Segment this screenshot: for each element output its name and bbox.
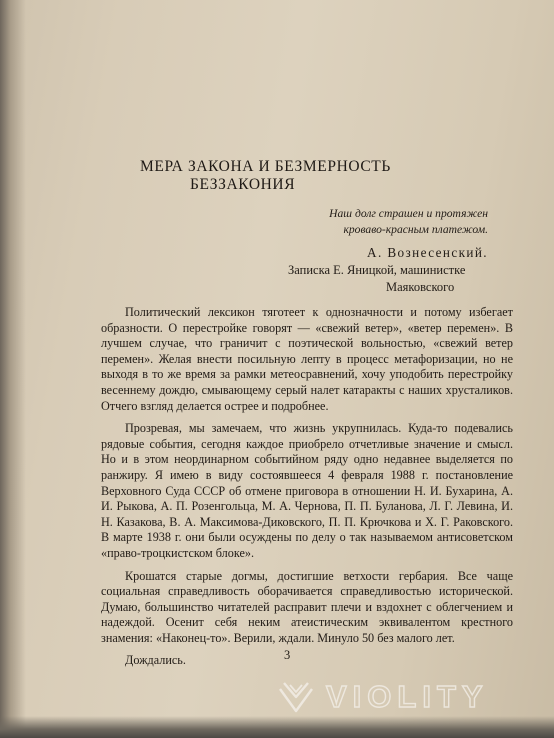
page-bottom-edge [0,716,554,738]
chapter-title [140,158,470,194]
paragraph-3: Крошатся старые догмы, достигшие ветхости гербария. Все чаще социальная справедливость оборачивается справедливостью исторической. Думаю, большинство читателей расправит плечи и вздохнет с облегчением и надеждой. Осенит себя неким атеистическим эквивалентом крестного знамения: «Наконец-то». Верили, ждали. Минуло 50 без малого лет. [101,568,513,645]
dedication-line-1: Записка Е. Яницкой, машинистке [288,263,466,277]
violity-logo-icon [276,679,316,715]
page-number: 3 [284,648,291,662]
chapter-title-line-2: БЕЗЗАКОНИЯ [190,176,296,193]
chapter-title-line-1: МЕРА ЗАКОНА И БЕЗМЕРНОСТЬ [140,158,391,175]
epigraph-line-1: Наш долг страшен и протяжен [329,207,488,220]
epigraph-author: А. Вознесенский. [367,245,488,260]
violity-watermark-text: VIOLITY [326,679,489,714]
paragraph-1: Политический лексикон тяготеет к однозначности и потому избегает образности. О перестройке говорят — «свежий ветер», «ветер перемен». В лучшем случае, что граничит с поэтической вольностью, «свежий ветер перемен». Желая внести посильную лепту в процесс метафоризации, но не выходя в то же время за рамки метеосравнений, хочу уподобить перестройку весеннему дождю, смывающему серый налет катаракты с наших хрусталиков. Отчего взгляд делается острее и подробнее. [101,305,513,413]
dedication-note [288,262,506,296]
violity-watermark [276,678,544,716]
epigraph-line-2: кроваво-красным платежом. [343,223,488,236]
paragraph-4: Дождались. [125,653,186,668]
epigraph [268,206,488,263]
paragraph-2: Прозревая, мы замечаем, что жизнь укрупнилась. Куда-то подевались рядовые события, сегодня каждое приобрело отчетливые значение и смысл. Но и в этом неординарном событийном ряду одно недавнее выделяется по ранжиру. Я имею в виду состоявшееся 4 февраля 1988 г. постановление Верховного Суда СССР об отмене приговора в отношении Н. И. Бухарина, А. И. Рыкова, А. П. Розенгольца, М. А. Чернова, П. П. Буланова, Л. Г. Левина, И. Н. Казакова, В. А. Максимова-Диковского, П. П. Крючкова и Х. Г. Раковского. В марте 1938 г. они были осуждены по делу о так называемом антисоветском «право-троцкистском блоке». [101,421,513,560]
spine-shadow [0,0,26,738]
article-body [101,305,513,676]
dedication-line-2: Маяковского [386,280,455,294]
